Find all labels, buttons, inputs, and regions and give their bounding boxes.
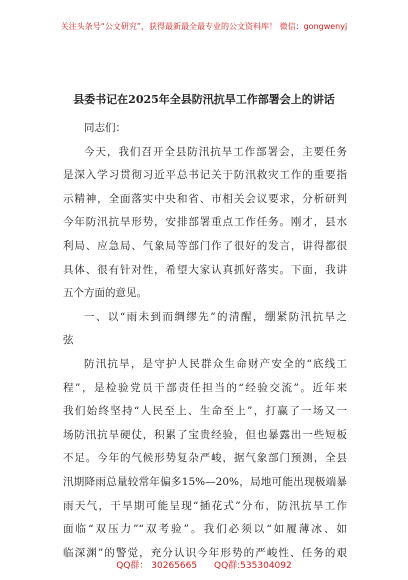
qq-group-1: QQ群： 30265665 xyxy=(116,561,198,571)
paragraph-line: 场防汛抗旱硬仗，积累了宝贵经验，但也暴露出一些短板 xyxy=(63,428,347,441)
section-heading-line: 一、以“雨未到而绸缪先”的清醒，绷紧防汛抗旱之 xyxy=(84,310,347,323)
footer-qq-groups xyxy=(0,560,408,572)
paragraph-line: 具体、很有针对性，希望大家认真抓好落实。下面，我讲 xyxy=(63,263,347,276)
paragraph-line: 示精神，全面落实中央和省、市相关会议要求，分析研判 xyxy=(63,192,347,205)
paragraph-line: 不足。今年的气候形势复杂严峻，据气象部门预测，全县 xyxy=(63,452,347,465)
paragraph-line: 我们始终坚持“人民至上、生命至上”，打赢了一场又一 xyxy=(63,405,347,418)
salutation: 同志们： xyxy=(84,122,126,134)
paragraph-line: 临深渊”的警觉，充分认识今年形势的严峻性、任务的艰 xyxy=(63,546,347,559)
header-banner: 关注头条号“公文研究”，获得最新最全最专业的公文资料库！ 微信：gongwenyj xyxy=(60,22,348,31)
paragraph-line: 汛期降雨总量较常年偏多15%—20%，局地可能出现极端暴 xyxy=(63,475,347,488)
document-body xyxy=(63,117,347,565)
paragraph-line: 五个方面的意见。 xyxy=(63,287,147,300)
paragraph-line: 是深入学习贯彻习近平总书记关于防汛救灾工作的重要指 xyxy=(63,169,347,182)
paragraph-line: 程”，是检验党员干部责任担当的“经验交流”。近年来 xyxy=(63,381,347,394)
section-heading-line: 弦 xyxy=(63,334,74,347)
paragraph-line: 今天，我们召开全县防汛抗旱工作部署会，主要任务 xyxy=(84,145,347,158)
paragraph-line: 今年防汛抗旱形势，安排部署重点工作任务。刚才，县水 xyxy=(63,216,347,229)
paragraph-line: 面临“双压力”“双考验”。我们必须以“如履薄冰、如 xyxy=(63,523,347,536)
qq-group-2: QQ群:535304092 xyxy=(213,561,292,571)
paragraph-line: 雨天气，干旱期可能呈现“插花式”分布，防汛抗旱工作 xyxy=(63,499,347,512)
paragraph-line: 利局、应急局、气象局等部门作了很好的发言，讲得都很 xyxy=(63,239,347,252)
paragraph-line: 防汛抗旱，是守护人民群众生命财产安全的“底线工 xyxy=(84,357,347,370)
document-title: 县委书记在2025年全县防汛抗旱工作部署会上的讲话 xyxy=(73,93,335,106)
